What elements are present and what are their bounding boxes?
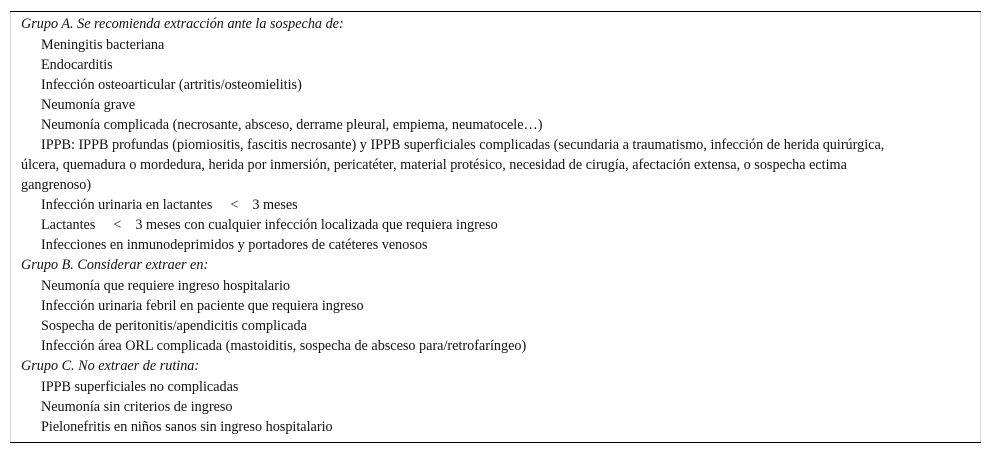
group-b-item: Infección urinaria febril en paciente que requiera ingreso [41, 298, 364, 314]
item-text: Lactantes [41, 217, 96, 233]
group-a-item: Neumonía complicada (necrosante, absceso, derrame pleural, empiema, neumatocele…) [41, 117, 543, 133]
group-a-item: Infección osteoarticular (artritis/osteomielitis) [41, 77, 302, 93]
group-c-title: Grupo C. No extraer de rutina: [21, 358, 200, 374]
criteria-table [10, 11, 981, 443]
group-c-item: Pielonefritis en niños sanos sin ingreso hospitalario [41, 419, 333, 435]
item-suffix: 3 meses [252, 197, 298, 213]
group-c-item: Neumonía sin criterios de ingreso [41, 399, 233, 415]
group-a-item-urinary-infants [21, 195, 970, 215]
group-b-item: Sospecha de peritonitis/apendicitis complicada [41, 318, 307, 334]
group-a-item: Meningitis bacteriana [41, 37, 165, 53]
less-than-symbol: < [230, 197, 239, 213]
less-than-symbol: < [113, 217, 122, 233]
group-b-item: Infección área ORL complicada (mastoiditis, sospecha de absceso para/retrofaríngeo) [41, 338, 527, 354]
group-a-item-ippb: IPPB: IPPB profundas (piomiositis, fascitis necrosante) y IPPB superficiales complicadas (secundaria a traumatismo, infección de herida quirúrgica, úlcera, quemadura o mordedura, herida por inmersión, pericatéter, material protésico, necesidad de cirugía, afectación extensa, o sospecha ectima gangrenoso) [21, 137, 885, 193]
group-a-item: Infecciones en inmunodeprimidos y portadores de catéteres venosos [41, 237, 428, 253]
group-b-item: Neumonía que requiere ingreso hospitalario [41, 278, 290, 294]
group-a-item-infants [21, 215, 970, 235]
group-b-title: Grupo B. Considerar extraer en: [21, 257, 209, 273]
group-a-title: Grupo A. Se recomienda extracción ante la sospecha de: [21, 16, 344, 32]
item-suffix: 3 meses con cualquier infección localizada que requiera ingreso [135, 217, 498, 233]
item-text: Infección urinaria en lactantes [41, 197, 213, 213]
group-a-item: Neumonía grave [41, 97, 136, 113]
group-a-item: Endocarditis [41, 57, 113, 73]
group-c-item: IPPB superficiales no complicadas [41, 379, 239, 395]
criteria-table-body [10, 12, 981, 442]
